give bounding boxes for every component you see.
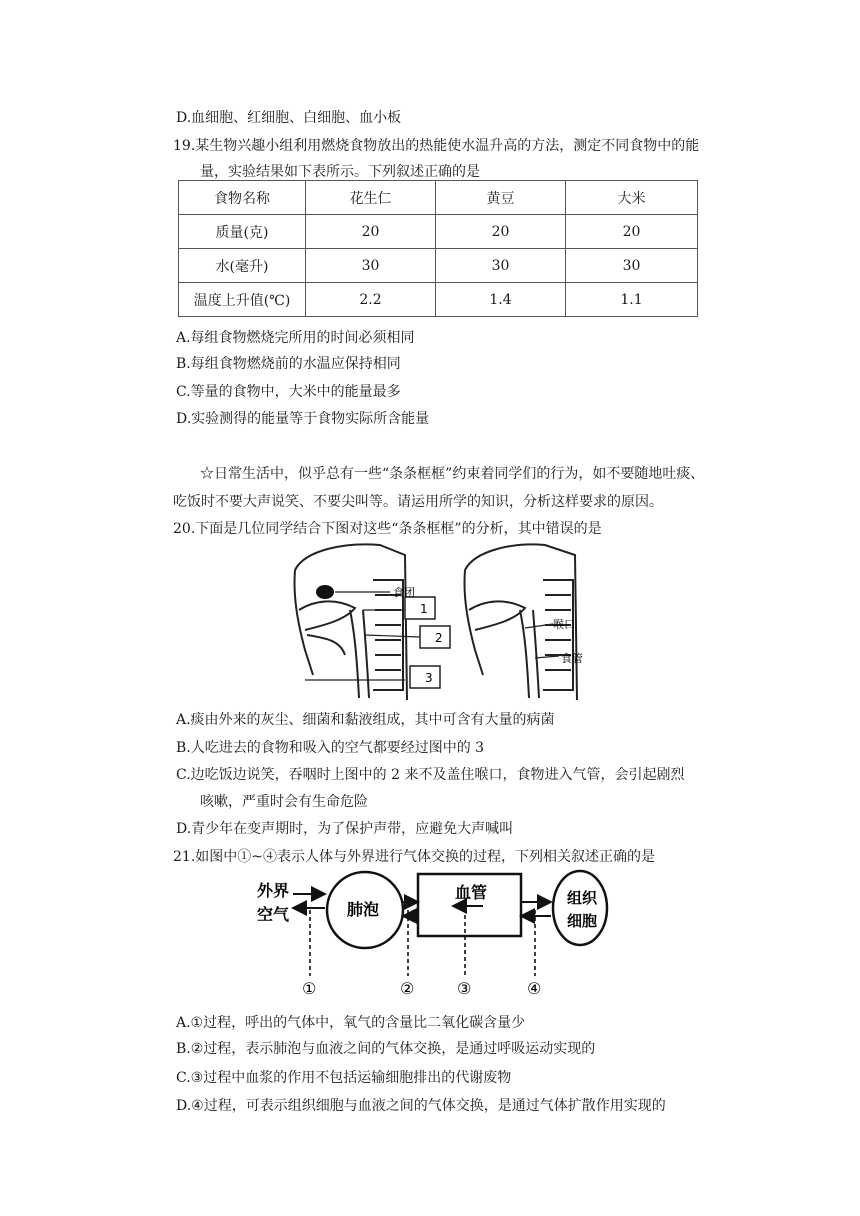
q20-option-c-line2: 咳嗽，严重时会有生命危险: [200, 794, 368, 810]
q21-option-b: B.②过程，表示肺泡与血液之间的气体交换，是通过呼吸运动实现的: [176, 1041, 596, 1057]
table-header-cell: 食物名称: [179, 181, 306, 215]
q20-option-b: B.人吃进去的食物和吸入的空气都要经过图中的 3: [176, 740, 485, 756]
tissue-cell-label-1: 组织: [567, 889, 598, 907]
table-cell: 30: [436, 249, 566, 283]
q21-option-d: D.④过程，可表示组织细胞与血液之间的气体交换，是通过气体扩散作用实现的: [176, 1098, 666, 1114]
q19-option-c: C.等量的食物中，大米中的能量最多: [176, 384, 401, 400]
outside-air-label-1: 外界: [257, 881, 290, 900]
alveoli-label: 肺泡: [347, 900, 380, 919]
gas-exchange-figure: [245, 868, 615, 998]
larynx-label: 喉口: [553, 618, 575, 631]
table-cell: 1.4: [436, 283, 566, 317]
table-header-cell: 花生仁: [306, 181, 436, 215]
process-4-number: ④: [527, 979, 542, 998]
table-row: [179, 249, 698, 283]
esophagus-label: 食管: [561, 652, 583, 665]
table-cell: 20: [436, 215, 566, 249]
q19-stem-line1: 19.某生物兴趣小组利用燃烧食物放出的热能使水温升高的方法，测定不同食物中的能: [173, 138, 700, 154]
box-2-label: 2: [435, 631, 443, 645]
q21-stem: 21.如图中①~④表示人体与外界进行气体交换的过程，下列相关叙述正确的是: [173, 849, 655, 865]
blood-vessel-label: 血管: [455, 883, 488, 902]
table-row: [179, 215, 698, 249]
q20-stem: 20.下面是几位同学结合下图对这些“条条框框”的分析，其中错误的是: [173, 521, 602, 537]
table-row: [179, 283, 698, 317]
food-bolus-shape: [316, 585, 334, 599]
table-cell: 质量(克): [179, 215, 306, 249]
process-1-number: ①: [302, 979, 317, 998]
food-bolus-label: 食团: [393, 586, 415, 599]
q20-option-a: A.痰由外来的灰尘、细菌和黏液组成，其中可含有大量的病菌: [176, 712, 555, 728]
q20-option-c-line1: C.边吃饭边说笑，吞咽时上图中的 2 来不及盖住喉口，食物进入气管，会引起剧烈: [176, 767, 685, 783]
q18-option-d: D.血细胞、红细胞、白细胞、血小板: [176, 110, 402, 126]
q19-stem-line2: 量，实验结果如下表所示。下列叙述正确的是: [200, 164, 480, 180]
table-cell: 20: [306, 215, 436, 249]
q20-option-d: D.青少年在变声期时，为了保护声带，应避免大声喊叫: [176, 821, 514, 837]
table-cell: 30: [566, 249, 698, 283]
tissue-cell-circle: [553, 871, 607, 945]
q21-option-c: C.③过程中血浆的作用不包括运输细胞排出的代谢废物: [176, 1070, 512, 1086]
table-cell: 水(毫升): [179, 249, 306, 283]
table-cell: 2.2: [306, 283, 436, 317]
box-3-label: 3: [425, 671, 433, 685]
table-header-cell: 黄豆: [436, 181, 566, 215]
process-2-number: ②: [400, 979, 415, 998]
outside-air-label-2: 空气: [257, 905, 290, 924]
throat-anatomy-figure: [285, 540, 615, 700]
intro-line2: 吃饭时不要大声说笑、不要尖叫等。请运用所学的知识，分析这样要求的原因。: [173, 494, 663, 510]
tissue-cell-label-2: 细胞: [567, 912, 598, 930]
table-cell: 20: [566, 215, 698, 249]
intro-line1: ☆日常生活中，似乎总有一些“条条框框”约束着同学们的行为，如不要随地吐痰、: [200, 466, 705, 482]
table-cell: 1.1: [566, 283, 698, 317]
q19-option-a: A.每组食物燃烧完所用的时间必须相同: [176, 330, 415, 346]
table-header-row: [179, 181, 698, 215]
table-cell: 30: [306, 249, 436, 283]
table-header-cell: 大米: [566, 181, 698, 215]
food-energy-table: [178, 180, 698, 317]
q19-option-b: B.每组食物燃烧前的水温应保持相同: [176, 356, 401, 372]
table-cell: 温度上升值(℃): [179, 283, 306, 317]
box-1-label: 1: [420, 602, 428, 616]
q21-option-a: A.①过程，呼出的气体中，氧气的含量比二氧化碳含量少: [176, 1015, 526, 1031]
q19-option-d: D.实验测得的能量等于食物实际所含能量: [176, 411, 430, 427]
process-3-number: ③: [457, 979, 472, 998]
